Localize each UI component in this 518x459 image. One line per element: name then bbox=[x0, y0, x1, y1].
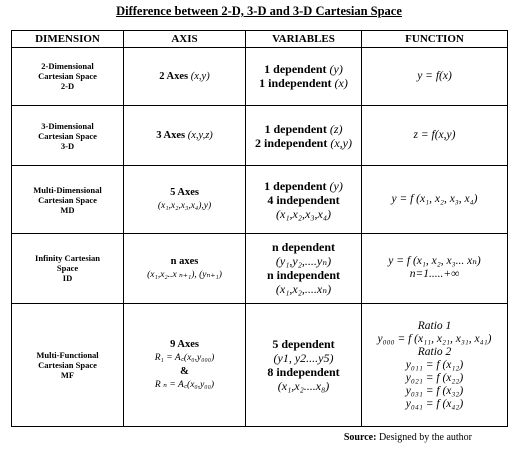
variables-cell bbox=[246, 304, 362, 427]
variables-cell-line bbox=[249, 207, 358, 221]
italic-text: (x,y,z) bbox=[187, 130, 213, 142]
dimension-line: ID bbox=[62, 273, 73, 284]
function-cell bbox=[362, 48, 508, 106]
bold-text: 9 Axes bbox=[170, 339, 199, 351]
dimension-line: Space bbox=[56, 263, 79, 274]
variables-cell-line bbox=[249, 62, 358, 76]
bold-text: n axes bbox=[170, 255, 199, 267]
header-variables: VARIABLES bbox=[246, 31, 362, 48]
bold-text: 3 Axes bbox=[156, 130, 188, 142]
variables-cell bbox=[246, 233, 362, 303]
axis-cell-line bbox=[127, 199, 242, 213]
bold-text: & bbox=[180, 366, 189, 378]
table-row bbox=[12, 48, 508, 106]
dimension-line: MF bbox=[60, 370, 75, 381]
axis-cell-line bbox=[127, 338, 242, 351]
table-row bbox=[12, 304, 508, 427]
variables-cell-line bbox=[249, 76, 358, 90]
dimension-cell bbox=[12, 105, 124, 166]
bold-text: n independent bbox=[266, 268, 341, 283]
dimension-cell bbox=[12, 48, 124, 106]
axis-cell bbox=[124, 48, 246, 106]
italic-text: (y) bbox=[329, 62, 343, 77]
dimension-line: Cartesian Space bbox=[38, 130, 97, 141]
dimension-cell bbox=[12, 166, 124, 233]
function-cell bbox=[362, 105, 508, 166]
variables-cell-line bbox=[249, 240, 358, 254]
axis-cell-line bbox=[127, 129, 242, 142]
axis-cell-line bbox=[127, 186, 242, 199]
dimension-line: MD bbox=[60, 204, 75, 215]
variables-cell-line bbox=[249, 282, 358, 296]
function-line: y₀₁₁ = f (x₁₂) bbox=[405, 358, 464, 371]
bold-text: 1 independent bbox=[259, 76, 335, 91]
header-dimension: DIMENSION bbox=[12, 31, 124, 48]
italic-text: R₁ = A꜀(x₀,y₀₀₀) bbox=[154, 353, 215, 364]
variables-cell-line bbox=[249, 136, 358, 150]
function-line: z = f(x,y) bbox=[413, 129, 456, 142]
bold-text: 1 dependent bbox=[264, 121, 330, 136]
function-line: Ratio 2 bbox=[417, 345, 452, 358]
italic-text: (x₁,x₂,x₃,x₄),y) bbox=[157, 201, 212, 212]
bold-text: 2 Axes bbox=[159, 70, 191, 82]
source-note bbox=[344, 432, 472, 443]
dimension-line: 3-D bbox=[60, 140, 75, 151]
bold-text: n dependent bbox=[271, 240, 336, 255]
axis-cell-line bbox=[127, 268, 242, 282]
header-function: FUNCTION bbox=[362, 31, 508, 48]
variables-cell bbox=[246, 105, 362, 166]
source-label: Source: bbox=[343, 432, 377, 443]
dimension-line: Multi-Dimensional bbox=[33, 184, 102, 195]
variables-cell bbox=[246, 48, 362, 106]
italic-text: (x) bbox=[334, 76, 348, 91]
axis-cell bbox=[124, 233, 246, 303]
dimension-line: 3-Dimensional bbox=[41, 120, 94, 131]
dimension-line: Cartesian Space bbox=[38, 194, 97, 205]
header-row bbox=[12, 31, 508, 48]
variables-cell-line bbox=[249, 122, 358, 136]
function-line: y₀₀₀ = f (x₁₁, x₂₁, x₃₁, x₄₁) bbox=[377, 332, 492, 345]
dimension-line: Cartesian Space bbox=[38, 360, 97, 371]
function-cell bbox=[362, 233, 508, 303]
dimension-cell bbox=[12, 304, 124, 427]
axis-cell bbox=[124, 166, 246, 233]
variables-cell-line bbox=[249, 337, 358, 351]
variables-cell bbox=[246, 166, 362, 233]
function-line: y₀₄₁ = f (x₄₂) bbox=[405, 397, 464, 410]
table-row bbox=[12, 233, 508, 303]
italic-text: (x₁,x₂,x₃,x₄) bbox=[276, 206, 331, 221]
variables-cell-line bbox=[249, 193, 358, 207]
dimension-line: Cartesian Space bbox=[38, 71, 97, 82]
bold-text: 8 independent bbox=[267, 365, 340, 380]
italic-text: (z) bbox=[329, 121, 343, 136]
source-text: Designed by the author bbox=[376, 432, 472, 443]
table-title: Difference between 2-D, 3-D and 3-D Cartesian Space bbox=[116, 4, 402, 18]
dimension-line: 2-D bbox=[60, 81, 75, 92]
italic-text: (y1, y2....y5) bbox=[273, 351, 334, 366]
function-line: y₀₂₁ = f (x₂₂) bbox=[405, 371, 464, 384]
bold-text: 1 dependent bbox=[264, 178, 330, 193]
dimension-cell bbox=[12, 233, 124, 303]
dimension-line: 2-Dimensional bbox=[41, 61, 94, 72]
variables-cell-line bbox=[249, 254, 358, 268]
italic-text: (x,y) bbox=[330, 135, 352, 150]
axis-cell bbox=[124, 304, 246, 427]
function-line: y₀₃₁ = f (x₃₂) bbox=[405, 384, 464, 397]
italic-text: (x₁,x₂,....xₙ) bbox=[275, 282, 332, 297]
function-cell bbox=[362, 304, 508, 427]
bold-text: 2 independent bbox=[254, 135, 331, 150]
bold-text: 5 dependent bbox=[272, 337, 335, 352]
italic-text: (x₁,x₂..x ₙ₊₁), (yₙ₊₁) bbox=[147, 269, 222, 280]
italic-text: (y₁,y₂,....yₙ) bbox=[275, 254, 332, 269]
axis-cell-line bbox=[127, 255, 242, 268]
header-axis: AXIS bbox=[124, 31, 246, 48]
bold-text: 4 independent bbox=[267, 192, 340, 207]
function-line: y = f(x) bbox=[417, 69, 452, 82]
variables-cell-line bbox=[249, 268, 358, 282]
variables-cell-line bbox=[249, 351, 358, 365]
axis-cell-line bbox=[127, 365, 242, 378]
axis-cell-line bbox=[127, 378, 242, 392]
table-row bbox=[12, 105, 508, 166]
axis-cell-line bbox=[127, 70, 242, 83]
function-line: n=1.....+∞ bbox=[409, 268, 460, 281]
dimension-line: Multi-Functional bbox=[36, 350, 99, 361]
variables-cell-line bbox=[249, 365, 358, 379]
function-line: Ratio 1 bbox=[417, 319, 452, 332]
variables-cell-line bbox=[249, 179, 358, 193]
function-line: y = f (x₁, x₂, x₃... xₙ) bbox=[388, 255, 481, 268]
dimension-line: Infinity Cartesian bbox=[35, 253, 100, 264]
table-row bbox=[12, 166, 508, 233]
italic-text: R ₙ = A꜀(x₀,y₀₀) bbox=[154, 380, 215, 391]
axis-cell-line bbox=[127, 351, 242, 365]
function-line: y = f (x₁, x₂, x₃, x₄) bbox=[391, 193, 478, 206]
variables-cell-line bbox=[249, 379, 358, 393]
italic-text: (y) bbox=[329, 178, 343, 193]
bold-text: 5 Axes bbox=[170, 187, 199, 199]
comparison-table bbox=[11, 30, 508, 427]
italic-text: (x,y) bbox=[190, 70, 210, 82]
italic-text: (x₁,x₂....x₈) bbox=[277, 379, 330, 394]
function-cell bbox=[362, 166, 508, 233]
bold-text: 1 dependent bbox=[264, 62, 330, 77]
axis-cell bbox=[124, 105, 246, 166]
